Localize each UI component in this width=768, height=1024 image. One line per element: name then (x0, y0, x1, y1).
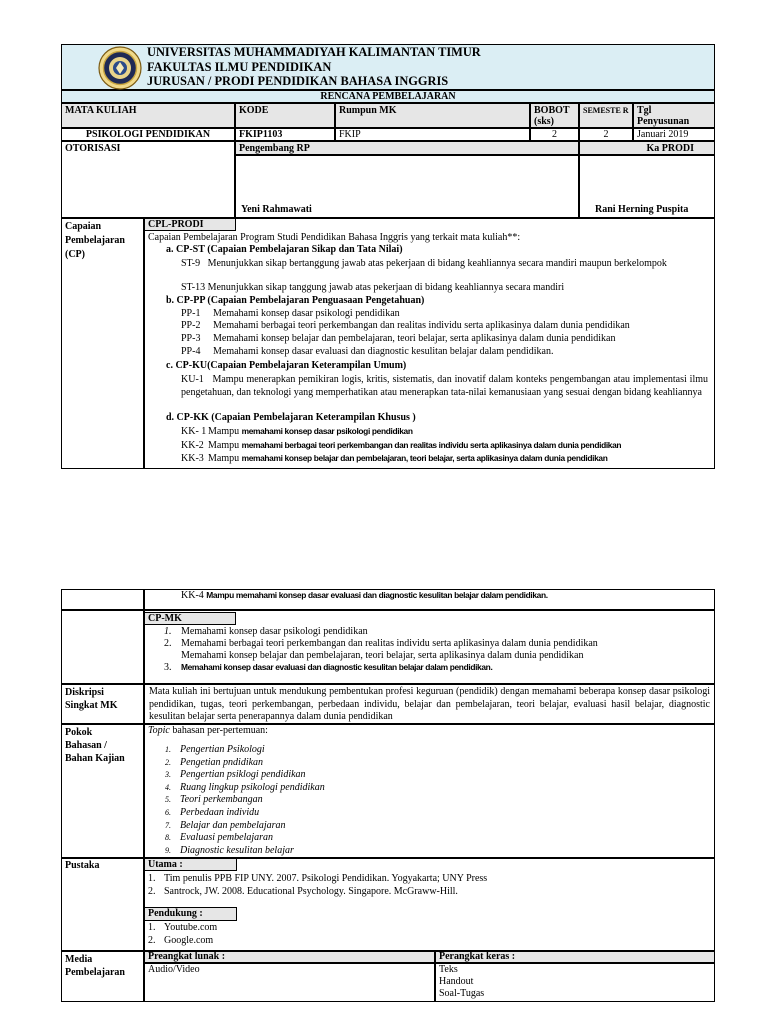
kk-item (181, 453, 607, 466)
cp-c-title: c. CP-KU(Capaian Pembelajaran Keterampilan Umum) (166, 360, 407, 371)
topic-item (165, 832, 325, 845)
val-mata-kuliah: PSIKOLOGI PENDIDIKAN (61, 128, 235, 141)
cpmk-header: CP-MK (144, 612, 236, 625)
pokok-label (61, 724, 144, 858)
kk-item (181, 440, 621, 453)
topic-num: 6. (165, 807, 171, 817)
cpmk-text: Memahami konsep belajar dan pembelajaran, teori belajar, serta aplikasinya dalam dunia pendidikan (181, 650, 584, 661)
topic-num: 4. (165, 782, 171, 792)
cpmk-num: 2. (164, 638, 172, 649)
pp-item (181, 308, 400, 321)
topic-item (165, 845, 325, 858)
cp-label-line2: Pembelajaran (65, 235, 125, 246)
topic-text: Ruang lingkup psikologi pendidikan (180, 781, 325, 793)
ka-prodi-cell (579, 155, 715, 218)
kk4-text: Mampu memahami konsep dasar evaluasi dan diagnostic kesulitan belajar dalam pendidikan. (206, 590, 548, 600)
pokok-label-line1: Pokok (65, 727, 93, 738)
deskripsi-label (61, 684, 144, 724)
topic-item (165, 794, 325, 807)
pendukung-num: 2. (148, 935, 156, 946)
topic-num: 5. (165, 795, 171, 805)
media-label-line2: Pembelajaran (65, 967, 125, 978)
kk-lead: Mampu (208, 426, 240, 437)
otorisasi-label: OTORISASI (61, 141, 235, 218)
keras-item: Handout (439, 976, 474, 987)
perangkat-lunak-cell (144, 963, 435, 1002)
pendukung-item (148, 922, 217, 935)
topic-num: 2. (165, 757, 171, 767)
pendukung-text: Google.com (164, 935, 214, 946)
cp-label-line1: Capaian (65, 221, 102, 232)
col-kode: KODE (235, 103, 335, 128)
col-tgl-line2: Penyusunan (637, 116, 690, 127)
val-semester: 2 (579, 128, 633, 141)
deskripsi-label-line1: Diskripsi (65, 687, 104, 698)
pp-text: Memahami berbagai teori perkembangan dan realitas individu serta aplikasinya dalam dunia pendidikan (213, 320, 630, 331)
cpmk-item (164, 650, 584, 663)
university-seal-icon (97, 46, 143, 90)
cpmk-item (164, 638, 598, 651)
pustaka-label: Pustaka (61, 858, 144, 951)
topic-text: Perbedaan individu (180, 806, 260, 818)
doc-title: RENCANA PEMBELAJARAN (61, 90, 715, 103)
keras-item: Teks (439, 964, 458, 975)
cp-d-title: d. CP-KK (Capaian Pembelajaran Keterampilan Khusus ) (166, 412, 416, 423)
topic-num: 7. (165, 820, 171, 830)
pp-code: PP-2 (181, 320, 201, 331)
pustaka-cell (144, 858, 715, 951)
cpmk-text: Memahami konsep dasar evaluasi dan diagnostic kesulitan belajar dalam pendidikan. (181, 662, 493, 672)
topic-item (165, 820, 325, 833)
kk-code: KK-3 (181, 453, 204, 464)
pp-item (181, 320, 630, 333)
cpmk-num: 1. (164, 626, 172, 637)
pengembang-name: Yeni Rahmawati (241, 203, 312, 215)
col-tgl (633, 103, 715, 128)
topic-text: Pengertian psiklogi pendidikan (180, 769, 306, 781)
cp-label (61, 218, 144, 469)
cpmk-item (164, 662, 492, 675)
topic-text: Teori perkembangan (180, 794, 263, 806)
cpmk-text: Memahami konsep dasar psikologi pendidikan (181, 626, 368, 637)
kk-text: memahami konsep dasar psikologi pendidikan (241, 426, 413, 436)
pendukung-item (148, 935, 213, 948)
topic-num: 8. (165, 833, 171, 843)
pendukung-text: Youtube.com (164, 922, 218, 933)
cpmk-text: Memahami berbagai teori perkembangan dan realitas individu serta aplikasinya dalam dunia pendidikan (181, 638, 598, 649)
cpmk-num: 3. (164, 662, 172, 673)
pp-text: Memahami konsep dasar evaluasi dan diagnostic kesulitan belajar dalam pendidikan. (213, 346, 554, 357)
utama-text: Santrock, JW. 2008. Educational Psychology. Singapore. McGraww-Hill. (164, 886, 458, 897)
topic-text: Belajar dan pembelajaran (180, 819, 286, 831)
pp-item (181, 333, 616, 346)
topic-item (165, 807, 325, 820)
col-rumpun: Rumpun MK (335, 103, 530, 128)
pokok-label-line3: Bahan Kajian (65, 753, 125, 764)
lunak-item: Audio/Video (148, 964, 200, 975)
utama-text: Tim penulis PPB FIP UNY. 2007. Psikologi Pendidikan. Yogyakarta; UNY Press (164, 873, 488, 884)
pp-item (181, 346, 553, 359)
val-kode: FKIP1103 (235, 128, 335, 141)
topic-item (165, 757, 325, 770)
pokok-label-line2: Bahasan / (65, 740, 107, 751)
utama-item (148, 886, 458, 899)
cp-intro: Capaian Pembelajaran Program Studi Pendidikan Bahasa Inggris yang terkait mata kuliah**: (148, 232, 521, 243)
kk-lead: Mampu (208, 440, 240, 451)
media-label-line1: Media (65, 954, 93, 965)
kk4-item (181, 590, 548, 603)
department-name: JURUSAN / PRODI PENDIDIKAN BAHASA INGGRIS (147, 74, 449, 88)
cpmk-item (164, 626, 368, 639)
utama-item (148, 873, 487, 886)
topic-rest: bahasan per-pertemuan: (169, 725, 268, 736)
topic-list (165, 744, 325, 857)
cp-a-title: a. CP-ST (Capaian Pembelajaran Sikap dan Tata Nilai) (166, 244, 403, 255)
topic-num: 9. (165, 845, 171, 855)
deskripsi-text: Mata kuliah ini bertujuan untuk mendukung pembentukan profesi keguruan (pendidik) dengan memahami beberapa konsep dasar psikologi pendidikan, tugas, teori perkembangan, perbedaan individu, belajar dan pembelajaran, teori belajar, evaluasi hasil belajar, diagnostic kesulitan belajar serta penerapannya dalam dunia pendidikan (144, 684, 715, 724)
university-name: UNIVERSITAS MUHAMMADIYAH KALIMANTAN TIMUR (147, 45, 481, 59)
pp-code: PP-1 (181, 308, 201, 319)
topic-text: Pengertian Psikologi (180, 744, 265, 755)
perangkat-keras-label: Perangkat keras : (435, 951, 715, 963)
utama-num: 2. (148, 886, 156, 897)
col-mata-kuliah: MATA KULIAH (61, 103, 235, 128)
topic-item (165, 769, 325, 782)
st9-text: Menunjukkan sikap bertanggung jawab atas pekerjaan di bidang keahliannya secara mandiri maupun berkelompok (207, 258, 667, 269)
cp-b-title: b. CP-PP (Capaian Pembelajaran Penguasaan Pengetahuan) (166, 295, 425, 306)
perangkat-lunak-label: Preangkat lunak : (144, 951, 435, 963)
st9-item (181, 257, 708, 270)
topic-num: 1. (165, 745, 171, 754)
kk-item (181, 426, 413, 439)
pengembang-cell (235, 155, 579, 218)
pp-text: Memahami konsep dasar psikologi pendidikan (213, 308, 400, 319)
ka-prodi-label: Ka PRODI (579, 141, 715, 155)
ka-prodi-name: Rani Herning Puspita (595, 203, 689, 215)
utama-label: Utama : (144, 858, 237, 871)
media-label (61, 951, 144, 1002)
cpl-prodi-header: CPL-PRODI (144, 218, 236, 231)
topic-item (165, 744, 325, 757)
st13-item: ST-13 Menunjukkan sikap tanggung jawab atas pekerjaan di bidang keahliannya secara mandiri (181, 282, 565, 293)
topic-text: Diagnostic kesulitan belajar (180, 844, 294, 856)
kk-code: KK- 1 (181, 426, 207, 437)
cp-label-line3: (CP) (65, 249, 85, 260)
pp-code: PP-3 (181, 333, 201, 344)
pendukung-num: 1. (148, 922, 156, 933)
kk-text: memahami berbagai teori perkembangan dan realitas individu serta aplikasinya dalam dunia pendidikan (241, 440, 622, 450)
topic-word: Topic (148, 725, 170, 736)
perangkat-keras-cell (435, 963, 715, 1002)
pp-code: PP-4 (181, 346, 201, 357)
keras-item: Soal-Tugas (439, 988, 485, 999)
ku1-text: Mampu menerapkan pemikiran logis, kritis, sistematis, dan inovatif dalam konteks pengembangan atau implementasi ilmu pengetahuan, dan teknologi yang memperhatikan atau menerapkan tata-nilai kemanusiaan yang sesuai dengan bidang keahliannya (181, 374, 709, 398)
pengembang-label: Pengembang RP (235, 141, 579, 155)
header-titles (147, 45, 481, 89)
topic-text: Evaluasi pembelajaran (180, 832, 274, 844)
col-tgl-line1: Tgl (637, 105, 652, 116)
pendukung-label: Pendukung : (144, 907, 237, 921)
faculty-name: FAKULTAS ILMU PENDIDIKAN (147, 59, 332, 74)
cpmk-label-cell (61, 610, 144, 684)
val-bobot: 2 (530, 128, 579, 141)
ku1-item (181, 373, 708, 399)
topic-text: Pengetian pndidikan (180, 756, 264, 768)
topic-num: 3. (165, 770, 171, 780)
pp-text: Memahami konsep belajar dan pembelajaran, teori belajar, serta aplikasinya dalam dunia pendidikan (213, 333, 616, 344)
col-semester: SEMESTE R (579, 103, 633, 128)
kk4-label-cell (61, 589, 144, 610)
st9-code: ST-9 (181, 258, 201, 269)
kk-lead: Mampu (208, 453, 240, 464)
val-rumpun: FKIP (335, 128, 530, 141)
col-bobot: BOBOT (sks) (530, 103, 579, 128)
kk4-code: KK-4 (181, 590, 204, 601)
kk-code: KK-2 (181, 440, 204, 451)
topic-item (165, 782, 325, 795)
ku1-code: KU-1 (181, 374, 204, 385)
kk-text: memahami konsep belajar dan pembelajaran, teori belajar, serta aplikasinya dalam dunia pendidikan (241, 453, 608, 463)
utama-num: 1. (148, 873, 156, 884)
topic-intro (148, 725, 268, 738)
val-tgl: Januari 2019 (633, 128, 715, 141)
deskripsi-label-line2: Singkat MK (65, 700, 118, 711)
